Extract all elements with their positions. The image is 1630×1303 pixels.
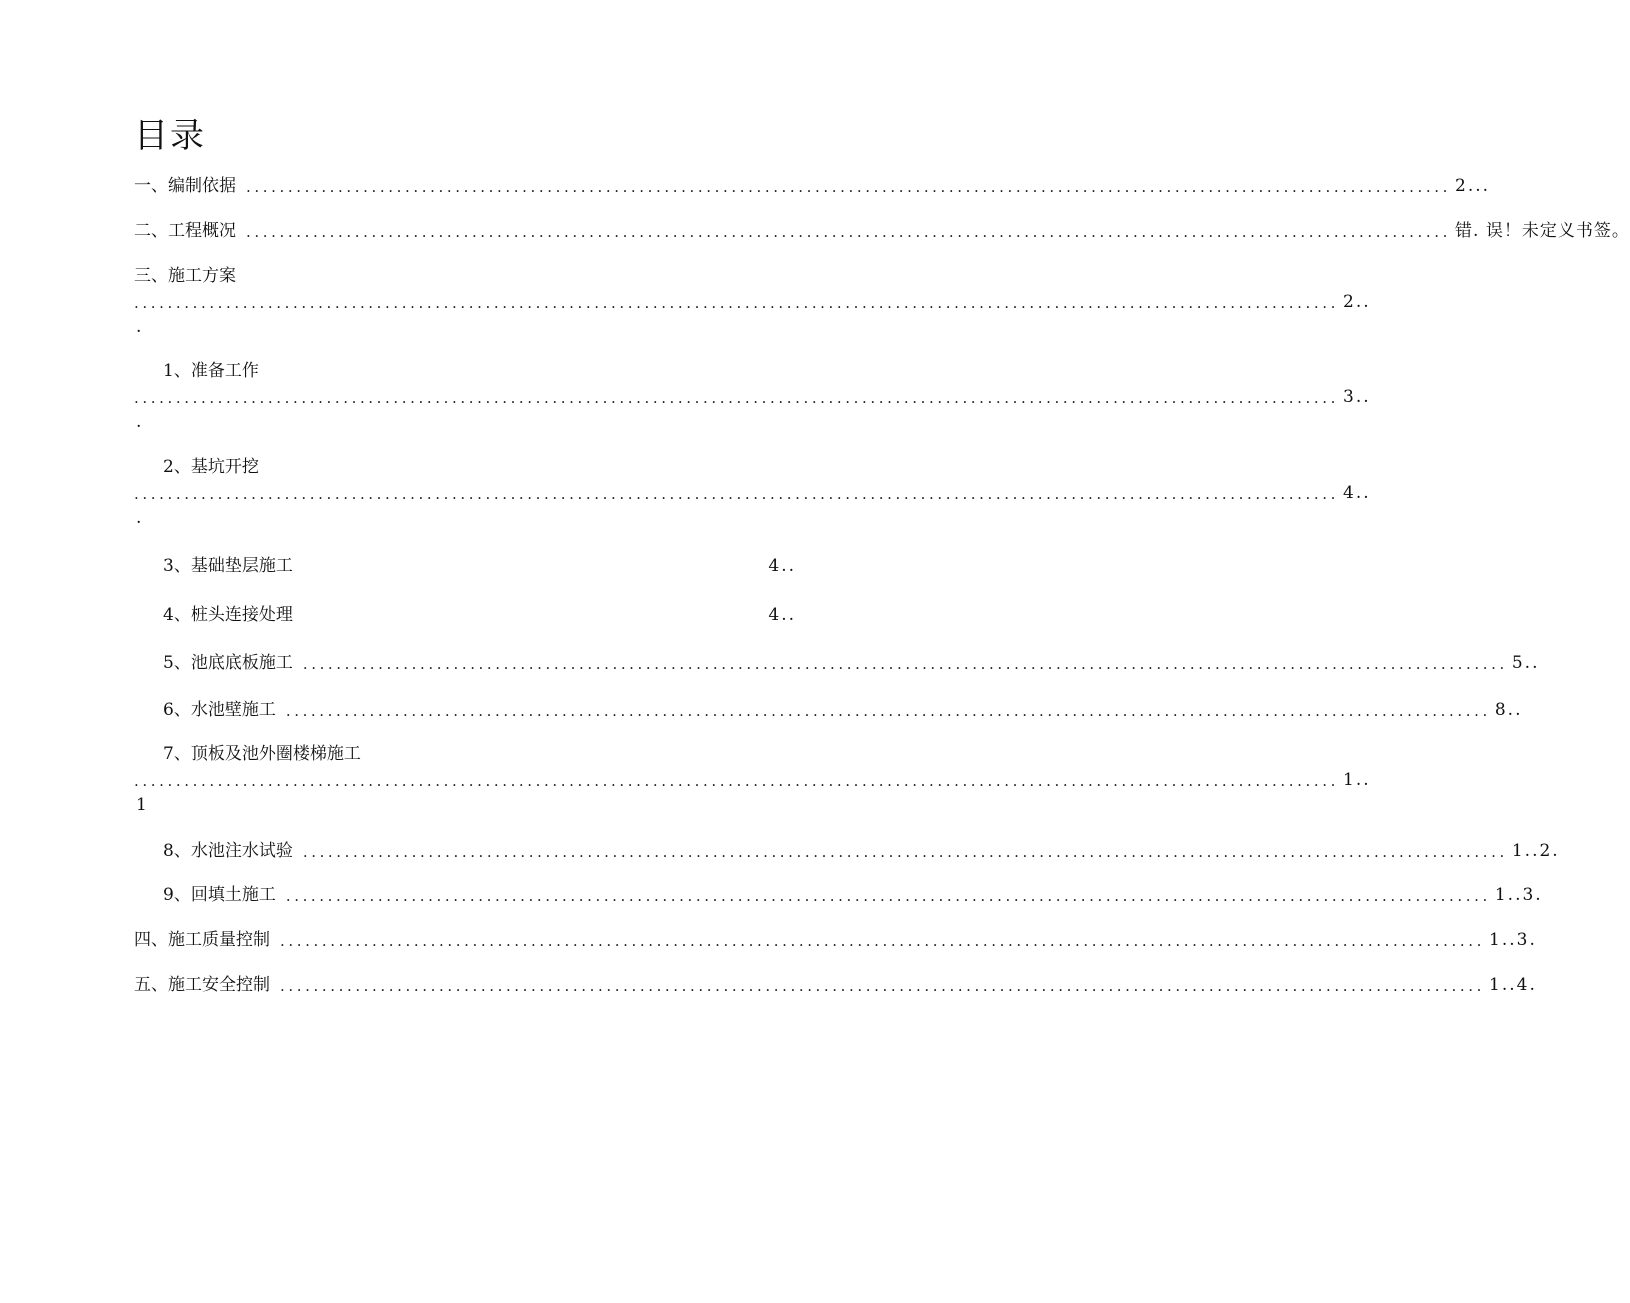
toc-entry-page: 1..3. — [1489, 930, 1537, 950]
toc-entry[interactable] — [134, 174, 1491, 198]
toc-entry-page: 1..3. — [1494, 885, 1543, 905]
toc-entry[interactable] — [134, 928, 1537, 952]
toc-entry[interactable] — [163, 455, 796, 479]
toc-entry-page: 1..4. — [1489, 975, 1537, 995]
toc-entry-dotline — [134, 768, 1371, 792]
toc-entry[interactable] — [163, 359, 796, 383]
toc-entry-page: 3.. — [1343, 387, 1371, 407]
toc-entry[interactable] — [163, 554, 796, 578]
toc-entry-page: 5.. — [1511, 653, 1540, 673]
toc-entry[interactable] — [134, 264, 796, 288]
toc-leader-dots: ................................................................................................................................................ — [285, 887, 1491, 905]
toc-entry[interactable] — [163, 742, 796, 766]
toc-entry-label: 9、回填土施工 — [163, 885, 276, 905]
toc-heading: 目录 — [134, 116, 206, 156]
toc-entry-continuation: . — [136, 412, 142, 432]
toc-entry-label: 8、水池注水试验 — [163, 841, 293, 861]
toc-entry-continuation: . — [136, 508, 142, 528]
toc-entry-page: 2.. — [1343, 292, 1371, 312]
toc-leader-dots: ................................................................................................................................................ — [302, 843, 1508, 861]
toc-entry-label: 6、水池壁施工 — [163, 700, 276, 720]
toc-leader-dots: ................................................................................................................................................ — [134, 294, 1340, 312]
toc-leader-dots: ................................................................................................................................................ — [280, 977, 1486, 995]
toc-leader-dots: ................................................................................................................................................ — [302, 655, 1508, 673]
toc-leader-dots: ................................................................................................................................................ — [285, 702, 1491, 720]
toc-leader-dots: ................................................................................................................................................ — [246, 223, 1452, 241]
toc-entry[interactable] — [163, 603, 796, 627]
toc-entry[interactable] — [134, 219, 1630, 243]
toc-leader-dots: ................................................................................................................................................ — [280, 932, 1486, 950]
toc-entry[interactable] — [163, 698, 1523, 722]
toc-entry-label: 4、桩头连接处理 — [163, 605, 293, 625]
toc-entry-page: 2... — [1455, 176, 1491, 196]
toc-entry[interactable] — [163, 651, 1540, 675]
toc-entry-page: 4.. — [768, 605, 796, 625]
toc-leader-dots: ................................................................................................................................................ — [134, 772, 1340, 790]
toc-entry-label: 1、准备工作 — [163, 361, 259, 381]
toc-entry-label: 一、编制依据 — [134, 176, 236, 196]
toc-entry-label: 5、池底底板施工 — [163, 653, 293, 673]
toc-entry-dotline — [134, 290, 1371, 314]
toc-entry-page: 1..2. — [1511, 841, 1560, 861]
toc-entry-page: 4.. — [768, 556, 796, 576]
toc-entry-label: 3、基础垫层施工 — [163, 556, 293, 576]
toc-leader-dots: ................................................................................................................................................ — [246, 178, 1452, 196]
toc-leader-dots: ................................................................................................................................................ — [134, 485, 1340, 503]
toc-entry-label: 二、工程概况 — [134, 221, 236, 241]
toc-entry-label: 四、施工质量控制 — [134, 930, 270, 950]
toc-entry-label: 7、顶板及池外圈楼梯施工 — [163, 744, 361, 764]
toc-entry-page-error: 错. 误！未定义书签。 — [1455, 221, 1630, 241]
toc-leader-dots: ................................................................................................................................................ — [134, 389, 1340, 407]
toc-entry[interactable] — [163, 883, 1543, 907]
toc-entry-label: 2、基坑开挖 — [163, 457, 259, 477]
toc-entry-page: 4.. — [1343, 483, 1371, 503]
toc-entry-continuation: . — [136, 317, 142, 337]
toc-entry-label: 五、施工安全控制 — [134, 975, 270, 995]
toc-entry[interactable] — [163, 839, 1560, 863]
toc-entry-page: 8.. — [1494, 700, 1523, 720]
toc-entry-label: 三、施工方案 — [134, 266, 236, 286]
toc-entry-dotline — [134, 385, 1371, 409]
toc-entry-page: 1.. — [1343, 770, 1371, 790]
toc-entry-dotline — [134, 481, 1371, 505]
toc-entry[interactable] — [134, 973, 1537, 997]
toc-entry-continuation: 1 — [136, 795, 147, 815]
